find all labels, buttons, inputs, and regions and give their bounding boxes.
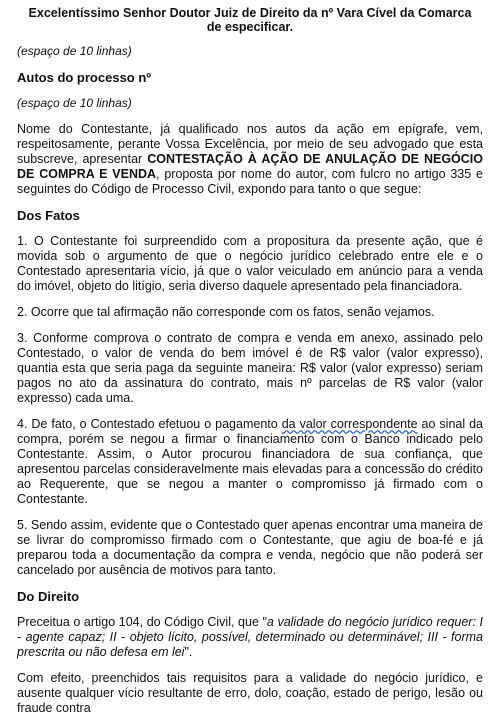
fatos-p4-text-1: 4. De fato, o Contestado efetuou o pagamento bbox=[17, 417, 282, 431]
spacer-note-1: (espaço de 10 linhas) bbox=[17, 44, 132, 58]
fatos-paragraph-5: 5. Sendo assim, evidente que o Contestado quer apenas encontrar uma maneira de se livrar do compromisso firmado com o Contestante, que agiu de boa-fé e já preparou toda a documentação da compra e venda, negócio que não poderá ser cancelado por ausência de motivos para tanto. bbox=[17, 518, 483, 577]
intro-bold-title: CONTESTAÇÃO À AÇÃO DE ANULAÇÃO DE NEGÓCIO DE COMPRA E VENDA bbox=[17, 152, 483, 181]
direito-paragraph-2: Com efeito, preenchidos tais requisitos para a validade do negócio jurídico, e ausente qualquer vício resultante de erro, dolo, coação, estado de perigo, lesão ou fraude contra bbox=[17, 671, 483, 715]
heading-line-1: Excelentíssimo Senhor Doutor Juiz de Direito da nº Vara Cível da Comarca bbox=[28, 6, 472, 20]
fatos-paragraph-4 bbox=[17, 417, 483, 507]
process-title: Autos do processo nº bbox=[17, 70, 152, 85]
fatos-paragraph-1: 1. O Contestante foi surpreendido com a propositura da presente ação, que é movida sob o argumento de que o negócio jurídico celebrado entre ele e o Contestado apresentaria vício, já que o valor veiculado em anúncio para a venda do imóvel, objeto do litígio, seria diverso daquele apresentado pela financiadora. bbox=[17, 234, 483, 293]
direito-p1-text-2: ". bbox=[184, 645, 193, 659]
section-heading-fatos: Dos Fatos bbox=[17, 208, 80, 223]
fatos-paragraph-2: 2. Ocorre que tal afirmação não corresponde com os fatos, senão vejamos. bbox=[17, 305, 435, 319]
intro-text-2: , proposta por nome do autor, com fulcro no artigo 335 e seguintes do Código de Processo Civil, expondo para tanto o que segue: bbox=[17, 167, 483, 196]
direito-p1-quote: a validade do negócio jurídico requer: I - agente capaz; II - objeto lícito, possível, determinado ou determinável; III - forma prescrita ou não defesa em lei bbox=[17, 615, 484, 659]
fatos-p4-text-2: ao sinal da compra, porém se negou a firmar o financiamento com o Banco indicado pelo Contestante. Assim, o Autor procurou financiadora de sua confiança, que apresentou parcelas consideravelmente mais elevadas para a concessão do crédito ao Requerente, que se negou a manter o compromisso já firmado com o Contestante. bbox=[17, 417, 484, 506]
intro-text-1: Nome do Contestante, já qualificado nos autos da ação em epígrafe, vem, respeitosamente, perante Vossa Excelência, por meio de seu advogado que esta subscreve, apresentar bbox=[17, 122, 483, 166]
section-heading-direito: Do Direito bbox=[17, 589, 80, 604]
direito-paragraph-1 bbox=[17, 615, 483, 660]
fatos-paragraph-3: 3. Conforme comprova o contrato de compra e venda em anexo, assinado pelo Contestado, o valor de venda do bem imóvel é de R$ valor (valor expresso), quantia esta que seria paga da seguinte maneira: R$ valor (valor expresso) seriam pagos no ato da assinatura do contrato, mais nº parcelas de R$ valor (valor expresso) cada uma. bbox=[17, 331, 483, 405]
spacer-note-2: (espaço de 10 linhas) bbox=[17, 96, 132, 110]
heading-line-2: de especificar. bbox=[206, 20, 294, 34]
fatos-p4-underlined: da valor correspondente bbox=[281, 417, 418, 431]
document-heading bbox=[17, 6, 483, 34]
intro-paragraph bbox=[17, 122, 483, 197]
direito-p1-text-1: Preceitua o artigo 104, do Código Civil, que " bbox=[17, 615, 267, 629]
